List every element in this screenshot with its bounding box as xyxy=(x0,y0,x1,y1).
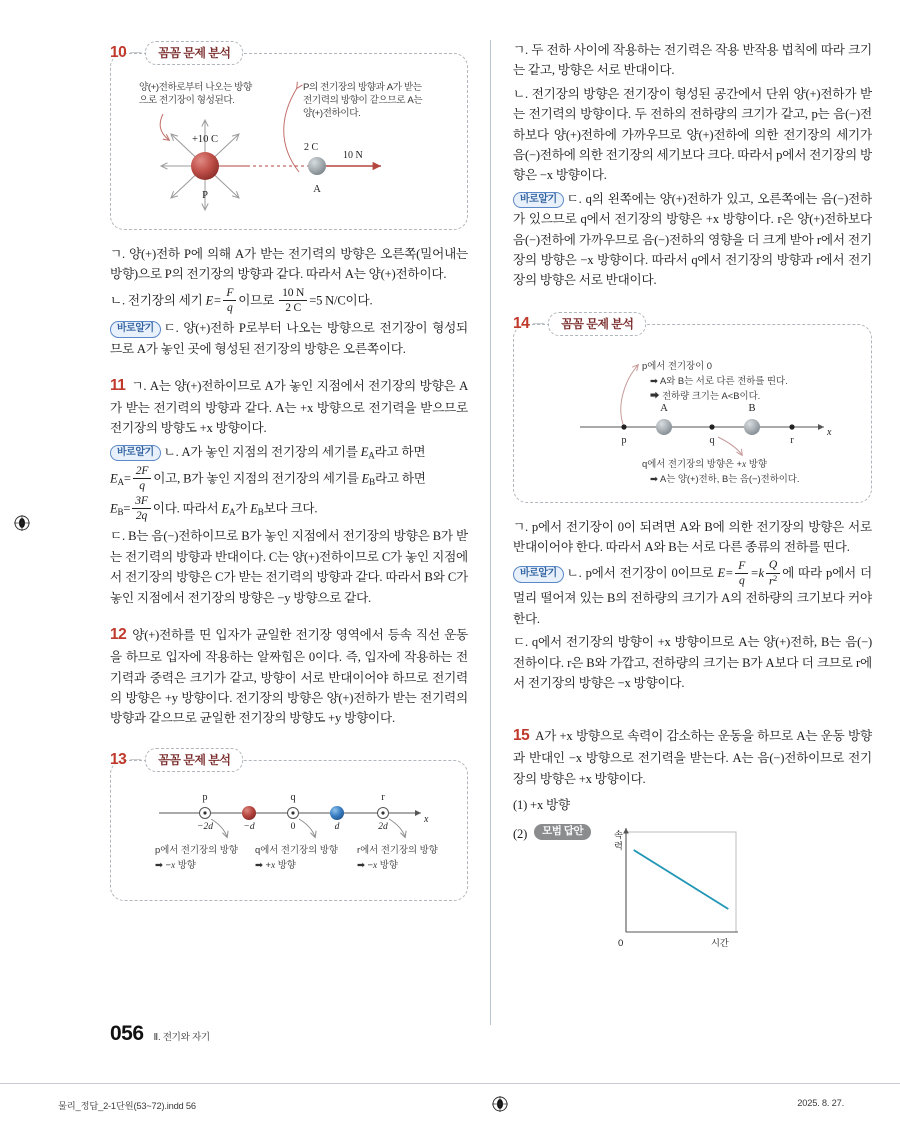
baro-badge: 바로알기 xyxy=(110,445,161,462)
svg-text:q에서 전기장의 방향: q에서 전기장의 방향 xyxy=(255,843,338,855)
q12-text xyxy=(110,622,468,729)
q15-explanation xyxy=(513,723,872,960)
q13-text-b: 전기장의 방향은 전기장이 형성된 공간에서 단위 양(+)전하가 받는 전기력의 방향이다. 두 전하의 전하량의 크기가 같고, p는 음(−)전하보다 양(+)전하에 가까우므로 양(+)전하에 의한 전기장의 세기가 음(−)전하에 의한 전기장의 세기보다 크다. 따라서 p에서 전기장의 방향은 −x 방향이다. xyxy=(513,86,873,183)
q13-continued-explanation xyxy=(513,40,872,291)
registration-mark-bottom xyxy=(492,1096,508,1112)
answer-2-label: (2) xyxy=(513,826,528,841)
svg-text:시간: 시간 xyxy=(711,937,729,948)
q12-body: 양(+)전하를 띤 입자가 균일한 전기장 영역에서 등속 직선 운동을 하므로 입자에 작용하는 알짜힘은 0이다. 즉, 입자에 작용하는 전기력과 중력은 크기가 같고, 방향이 서로 반대이어야 하므로 전기력의 방향은 +y 방향이다. 전기장의 방향은 양(+)전하가 받는 전기력의 방향과 같으므로 균일한 전기장의 방향도 +y 방향이다. xyxy=(110,628,468,726)
marker-c: ㄷ. xyxy=(513,635,528,650)
eq1-lhs: E xyxy=(110,471,118,486)
q15-answer-2 xyxy=(513,824,872,960)
question-number-15: 15 xyxy=(513,727,530,745)
tick-icon: — xyxy=(533,316,545,329)
svg-text:q: q xyxy=(290,791,296,803)
q14-number-line-diagram xyxy=(524,345,864,487)
footer-filename: 물리_정답_2-1단원(53~72).indd 56 xyxy=(58,1101,196,1111)
question-number-14: 14 xyxy=(513,314,530,332)
baro-badge: 바로알기 xyxy=(513,566,564,583)
left-column xyxy=(110,40,468,1025)
two-column-layout xyxy=(110,40,873,1025)
svg-text:−d: −d xyxy=(243,821,255,832)
q10-text-a: 양(+)전하 P에 의해 A가 받는 전기력의 방향은 오른쪽(밀어내는 방향)으로 P의 전기장의 방향과 같다. 따라서 A는 양(+)전하이다. xyxy=(110,247,469,282)
folio-number: 056 xyxy=(110,1022,144,1045)
svg-text:q: q xyxy=(709,434,715,446)
svg-text:A: A xyxy=(313,184,321,195)
tick-icon: — xyxy=(130,752,142,765)
svg-text:양(+)전하이다.: 양(+)전하이다. xyxy=(303,108,361,119)
q10-fraction-1: $\frac{F}{q}$ xyxy=(223,287,236,314)
model-answer-badge: 모범 답안 xyxy=(534,824,591,841)
marker-a: ㄱ. xyxy=(513,43,528,57)
svg-text:x: x xyxy=(424,813,429,825)
q15-text xyxy=(513,723,872,789)
q14-fraction-2: $\frac{Q}{r^2}$ xyxy=(766,559,780,587)
question-number-10: 10 xyxy=(110,44,127,61)
q13-line-b xyxy=(513,84,872,186)
marker-c: ㄷ. xyxy=(110,529,125,544)
footer-date: 2025. 8. 27. xyxy=(797,1098,844,1108)
page-folio xyxy=(110,1022,210,1046)
baro-badge: 바로알기 xyxy=(513,192,564,209)
q10-line-a xyxy=(110,244,468,285)
eq2-fraction: $\frac{3F}{2q}$ xyxy=(132,495,150,522)
q10-line-b xyxy=(110,285,468,315)
svg-text:속: 속 xyxy=(614,829,623,840)
q11-explanation xyxy=(110,373,468,608)
footer-divider xyxy=(0,1083,900,1084)
q10-fraction-2: $\frac{10 N}{2 C}$ xyxy=(279,287,307,314)
q14-line-a xyxy=(513,517,872,558)
svg-text:q에서 전기장의 방향은 +x 방향: q에서 전기장의 방향은 +x 방향 xyxy=(642,457,767,470)
svg-text:P의 전기장의 방향과 A가 받는: P의 전기장의 방향과 A가 받는 xyxy=(303,82,422,93)
q10-line-c xyxy=(110,318,468,359)
registration-mark-left xyxy=(14,515,30,531)
q14-line-c xyxy=(513,632,872,693)
eq1-fraction: $\frac{2F}{q}$ xyxy=(133,465,151,492)
svg-text:p: p xyxy=(202,791,208,803)
q11-text-b2: 라고 하면 xyxy=(374,444,426,459)
q13-line-c xyxy=(513,189,872,291)
eq1-text: 이고, B가 놓인 지점의 전기장의 세기를 xyxy=(153,471,362,486)
baro-badge: 바로알기 xyxy=(110,321,161,338)
svg-text:p에서 전기장이 0: p에서 전기장이 0 xyxy=(642,359,712,371)
q10-text-c: 양(+)전하 P로부터 나오는 방향으로 전기장이 형성되므로 A가 놓인 곳에 형성된 전기장의 방향은 오른쪽이다. xyxy=(110,321,469,356)
svg-text:2d: 2d xyxy=(378,821,388,832)
q11-equation-2: $E_B=$ $\frac{3F}{2q}$ 이다. 따라서 $E_A$가 $E_B$보다 크다. xyxy=(110,494,318,523)
svg-text:➡ 전하량 크기는 A<B이다.: ➡ 전하량 크기는 A<B이다. xyxy=(650,389,761,401)
q14-fraction-1: $\frac{F}{q}$ xyxy=(735,560,748,587)
q15-chart xyxy=(598,824,748,954)
svg-text:2 C: 2 C xyxy=(304,142,319,153)
svg-text:으로 전기장이 형성된다.: 으로 전기장이 형성된다. xyxy=(139,95,235,106)
q15-body: A가 +x 방향으로 속력이 감소하는 운동을 하므로 A는 운동 방향과 반대인 −x 방향으로 전기력을 받는다. A는 음(−)전하이므로 전기장의 방향은 +x 방향이다. xyxy=(513,729,872,786)
q12-explanation xyxy=(110,622,468,729)
svg-text:10 N: 10 N xyxy=(343,150,363,161)
svg-text:A: A xyxy=(660,402,668,414)
folio-label: Ⅱ. 전기와 자기 xyxy=(153,1032,210,1043)
q10-eq-E: E= xyxy=(205,293,222,308)
analysis-box-q10 xyxy=(110,42,468,230)
svg-text:B: B xyxy=(748,402,756,414)
q11-equation-1: $E_A=$ $\frac{2F}{q}$ 이고, B가 놓인 지점의 전기장의 세기를 $E_B$라고 하면 xyxy=(110,463,426,492)
q13-text-c: q의 왼쪽에는 양(+)전하가 있고, 오른쪽에는 음(−)전하가 있으므로 q에서 전기장의 방향은 +x 방향이다. r은 양(+)전하보다 음(−)전하에 가까우므로 음(−)전하의 영향을 더 크게 받아 r에서 전기장의 방향은 −x 방향이다. 따라서 q에서 전기장의 방향과 r에서 전기장의 방향은 서로 반대이다. xyxy=(513,191,872,288)
answer-1-label: (1) xyxy=(513,798,528,813)
question-number-11: 11 xyxy=(110,376,126,394)
svg-text:P: P xyxy=(202,190,208,201)
svg-text:➡ A는 양(+)전하, B는 음(−)전하이다.: ➡ A는 양(+)전하, B는 음(−)전하이다. xyxy=(650,472,800,484)
marker-c: ㄷ. xyxy=(566,191,582,206)
svg-text:x: x xyxy=(827,426,832,438)
analysis-title: 꼼꼼 문제 분석 xyxy=(548,312,646,336)
q14-text-b-post: 에 따라 p에서 더 멀리 떨어져 있는 B의 전하량의 크기가 A의 전하량의 크기보다 커야 한다. xyxy=(513,566,872,626)
q14-text-b-pre: p에서 전기장이 0이므로 xyxy=(585,566,718,581)
q14-line-b: 바로알기 ㄴ. p에서 전기장이 0이므로 E= $\frac{F}{q}$ =k $\frac{Q}{r^2}$ 에 따라 p에서 더 멀리 떨어져 있는 B의 전하량의 크기가 A의 전하량의 크기보다 커야 한다. xyxy=(513,558,872,626)
speed-time-graph xyxy=(598,824,748,960)
q14-eq-E: E= xyxy=(717,566,734,581)
q11-line-a xyxy=(110,373,468,439)
marker-b: ㄴ. xyxy=(566,566,582,581)
q14-explanation xyxy=(513,517,872,694)
q14-text-a: p에서 전기장이 0이 되려면 A와 B에 의한 전기장의 방향은 서로 반대이어야 한다. 따라서 A와 B는 서로 다른 종류의 전하를 띤다. xyxy=(513,519,872,555)
analysis-title: 꼼꼼 문제 분석 xyxy=(145,41,243,65)
symbol-E-A: E xyxy=(360,444,369,459)
right-column xyxy=(490,40,872,1025)
svg-text:+10 C: +10 C xyxy=(191,134,219,145)
q14-text-c: q에서 전기장의 방향이 +x 방향이므로 A는 양(+)전하, B는 음(−)전하이다. r은 B와 가깝고, 전하량의 크기는 B가 A보다 더 크므로 r에서 전기장의 방향은 −x 방향이다. xyxy=(513,635,872,690)
svg-text:양(+)전하로부터 나오는 방향: 양(+)전하로부터 나오는 방향 xyxy=(139,82,252,93)
q13-text-a: 두 전하 사이에 작용하는 전기력은 작용 반작용 법칙에 따라 크기는 같고, 방향은 서로 반대이다. xyxy=(513,43,872,78)
svg-text:➡ −x 방향: ➡ −x 방향 xyxy=(357,858,398,871)
q11-text-c: B는 음(−)전하이므로 B가 놓인 지점에서 전기장의 방향은 B가 받는 전기력의 방향과 반대이다. C는 양(+)전하이므로 C가 놓인 지점에서 전기장의 방향은 C가 받는 전기력의 방향과 같다. 따라서 B와 C가 놓인 지점에서 전기장의 방향은 −y 방향으로 같다. xyxy=(110,529,468,605)
svg-text:r: r xyxy=(790,434,794,446)
marker-b: ㄴ. xyxy=(163,444,179,459)
marker-b: ㄴ. xyxy=(110,293,125,308)
q11-line-c xyxy=(110,526,468,608)
q13-number-line-diagram xyxy=(121,781,457,885)
question-number-12: 12 xyxy=(110,626,127,644)
svg-text:p에서 전기장의 방향: p에서 전기장의 방향 xyxy=(155,843,238,855)
marker-a: ㄱ. xyxy=(513,519,528,534)
q11-line-b: 바로알기 ㄴ. A가 놓인 지점의 전기장의 세기를 $E_A$라고 하면 xyxy=(110,442,468,463)
svg-text:0: 0 xyxy=(290,821,296,832)
marker-b: ㄴ. xyxy=(513,86,528,101)
q11-text-b1: A가 놓인 지점의 전기장의 세기를 xyxy=(181,444,361,459)
eq2-lhs: E xyxy=(110,501,118,516)
analysis-body xyxy=(513,324,872,503)
analysis-header xyxy=(513,313,872,335)
answer-1-value: +x 방향 xyxy=(530,798,570,813)
svg-text:r에서 전기장의 방향: r에서 전기장의 방향 xyxy=(357,843,438,855)
analysis-title: 꼼꼼 문제 분석 xyxy=(145,748,243,772)
analysis-box-q13 xyxy=(110,749,468,901)
marker-a: ㄱ. xyxy=(131,378,147,393)
svg-text:r: r xyxy=(381,791,385,803)
q10-text-b-mid: 이므로 xyxy=(238,293,278,308)
svg-text:전기력의 방향이 같으므로 A는: 전기력의 방향이 같으므로 A는 xyxy=(303,95,423,106)
svg-text:➡ A와 B는 서로 다른 전하를 띤다.: ➡ A와 B는 서로 다른 전하를 띤다. xyxy=(650,374,788,386)
svg-text:➡ −x 방향: ➡ −x 방향 xyxy=(155,858,196,871)
analysis-body xyxy=(110,760,468,901)
marker-a: ㄱ. xyxy=(110,247,125,261)
analysis-box-q14 xyxy=(513,313,872,503)
svg-text:p: p xyxy=(621,434,627,446)
analysis-body xyxy=(110,53,468,230)
q10-text-b-post: =5 N/C이다. xyxy=(309,293,373,308)
analysis-header xyxy=(110,749,468,771)
question-number-13: 13 xyxy=(110,750,127,768)
tick-icon: — xyxy=(130,46,142,58)
marker-c: ㄷ. xyxy=(163,321,179,336)
q13-line-a xyxy=(513,40,872,81)
svg-text:−2d: −2d xyxy=(197,821,213,832)
svg-text:d: d xyxy=(334,821,340,832)
analysis-header xyxy=(110,42,468,64)
svg-text:➡ +x 방향: ➡ +x 방향 xyxy=(255,858,296,871)
svg-text:0: 0 xyxy=(618,937,624,949)
q10-explanation xyxy=(110,244,468,359)
svg-text:력: 력 xyxy=(614,840,623,851)
q15-answer-1 xyxy=(513,795,872,815)
q11-text-a: A는 양(+)전하이므로 A가 놓인 지점에서 전기장의 방향은 A가 받는 전기력의 방향과 같다. A는 +x 방향으로 전기력을 받으므로 전기장의 방향도 +x 방향이다. xyxy=(110,378,468,436)
q10-field-diagram xyxy=(121,74,451,214)
q10-text-b-pre: 전기장의 세기 xyxy=(127,293,206,308)
